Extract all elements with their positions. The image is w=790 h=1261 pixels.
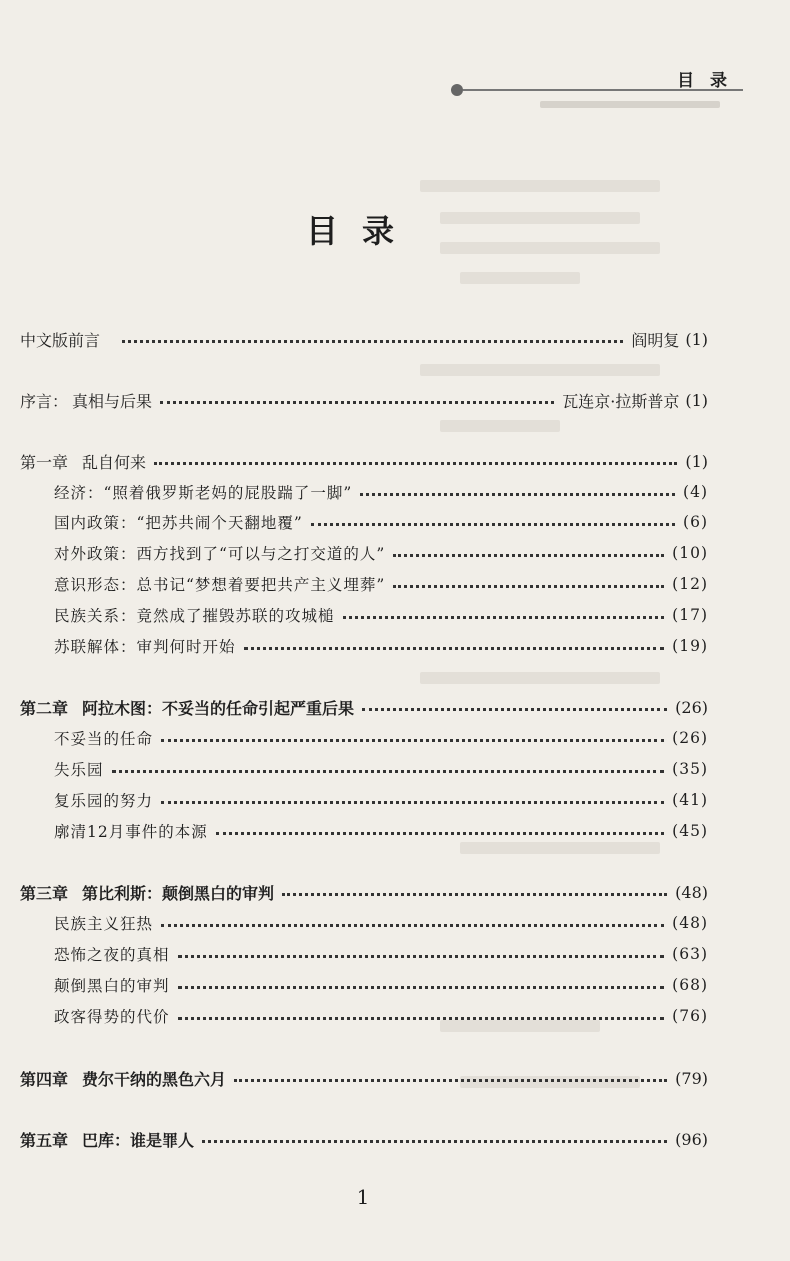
toc-entry-chapter-2[interactable] [20,692,708,722]
toc-page: (45) [672,822,708,840]
leader-dots [202,1140,667,1143]
leader-dots [178,986,665,989]
toc-page: (1) [685,390,708,410]
toc-label: 第二章 [20,698,69,718]
toc-section[interactable] [54,723,708,753]
leader-dots [161,801,664,804]
toc-entry-preface-cn[interactable] [20,324,708,354]
leader-dots [393,554,664,557]
leader-dots [178,955,665,958]
toc-page: (76) [672,1007,708,1025]
toc-title: 阿拉木图：不妥当的任命引起严重后果 [82,698,355,718]
toc-page: (19) [672,637,708,655]
toc-section-title: 民族主义狂热 [54,915,154,933]
running-header-sub-bar [540,101,720,108]
toc-label: 中文版前言 [20,330,101,350]
leader-dots [393,585,664,588]
toc-section[interactable] [54,569,708,599]
leader-dots [216,832,664,835]
toc-section-title: 国内政策：“把苏共闹个天翻地覆” [54,514,303,532]
toc-section[interactable] [54,970,708,1000]
toc-entry-chapter-4[interactable] [20,1063,708,1093]
toc-section[interactable] [54,600,708,630]
leader-dots [154,462,677,465]
toc-section[interactable] [54,816,708,846]
toc-section[interactable] [54,1001,708,1031]
bleed-through [420,180,660,192]
toc-entry-chapter-1[interactable] [20,446,708,476]
toc-label: 序言： [20,391,69,411]
toc-page: (48) [675,882,708,902]
leader-dots [282,893,667,896]
page-title: 目录 [305,212,418,250]
toc-section-title: 廓清12月事件的本源 [54,823,208,841]
leader-dots [234,1079,667,1082]
page-number: 1 [356,1185,370,1209]
toc-entry-chapter-3[interactable] [20,877,708,907]
running-header-title: 目 录 [677,71,732,91]
toc-title: 乱自何来 [82,452,147,472]
toc-section-title: 意识形态：总书记“梦想着要把共产主义埋葬” [54,576,386,594]
bleed-through [440,420,560,432]
toc-label: 第四章 [20,1069,69,1089]
toc-section-title: 经济：“照着俄罗斯老妈的屁股踹了一脚” [54,484,353,502]
leader-dots [343,616,665,619]
toc-page: (6) [683,513,708,531]
toc-section[interactable] [54,908,708,938]
toc-title: 费尔干纳的黑色六月 [82,1069,227,1089]
toc-section-title: 政客得势的代价 [54,1008,170,1026]
toc-page: (63) [672,945,708,963]
toc-page: (26) [672,729,708,747]
toc-page: (68) [672,976,708,994]
toc-title: 第比利斯：颠倒黑白的审判 [82,883,275,903]
leader-dots [244,647,665,650]
bleed-through [420,672,660,684]
toc-section-title: 苏联解体：审判何时开始 [54,638,236,656]
toc-page: (12) [672,575,708,593]
toc-page: (96) [675,1129,708,1149]
leader-dots [362,708,667,711]
toc-page: (35) [672,760,708,778]
bleed-through [460,272,580,284]
toc-section-title: 失乐园 [54,761,104,779]
toc-page: (1) [685,451,708,471]
toc-page: (41) [672,791,708,809]
leader-dots [311,523,675,526]
toc-page: (26) [675,697,708,717]
leader-dots [161,739,664,742]
toc-page: (48) [672,914,708,932]
toc-page: (79) [675,1068,708,1088]
header-bullet-icon [451,84,463,96]
leader-dots [178,1017,665,1020]
toc-author: 阎明复 [631,330,680,350]
toc-section-title: 不妥当的任命 [54,730,154,748]
toc-label: 第三章 [20,883,69,903]
toc-page: (4) [683,483,708,501]
toc-page: (17) [672,606,708,624]
toc-section[interactable] [54,477,708,507]
toc-section[interactable] [54,631,708,661]
toc-section-title: 恐怖之夜的真相 [54,946,170,964]
leader-dots [160,401,554,404]
toc-section[interactable] [54,785,708,815]
toc-label: 第一章 [20,452,69,472]
toc-title: 真相与后果 [72,391,153,411]
toc-label: 第五章 [20,1130,69,1150]
toc-author: 瓦连京·拉斯普京 [562,391,680,411]
leader-dots [122,340,623,343]
toc-title: 巴库：谁是罪人 [82,1130,195,1150]
toc-page: (10) [672,544,708,562]
bleed-through [420,364,660,376]
toc-entry-preface[interactable] [20,385,708,415]
toc-section-title: 颠倒黑白的审判 [54,977,170,995]
leader-dots [161,924,664,927]
toc-section-title: 民族关系：竟然成了摧毁苏联的攻城槌 [54,607,335,625]
toc-section[interactable] [54,754,708,784]
toc-section-title: 复乐园的努力 [54,792,154,810]
toc-section[interactable] [54,538,708,568]
leader-dots [360,493,675,496]
toc-entry-chapter-5[interactable] [20,1124,708,1154]
leader-dots [112,770,665,773]
toc-section[interactable] [54,939,708,969]
toc-section-title: 对外政策：西方找到了“可以与之打交道的人” [54,545,386,563]
toc-section[interactable] [54,507,708,537]
toc-page: (1) [685,329,708,349]
